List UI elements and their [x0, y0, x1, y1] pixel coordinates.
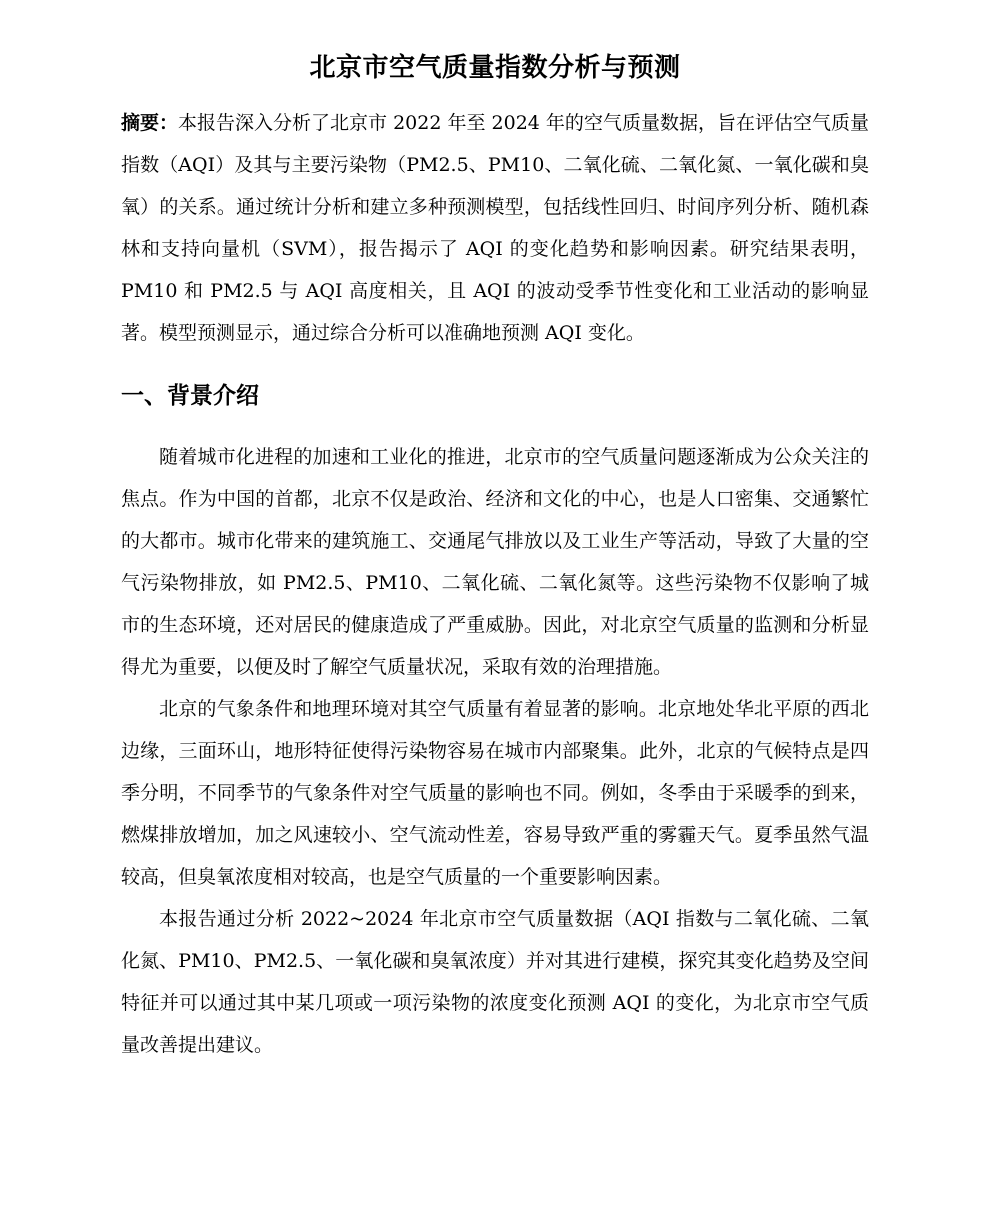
body-paragraph-2: 北京的气象条件和地理环境对其空气质量有着显著的影响。北京地处华北平原的西北边缘，三面环山，地形特征使得污染物容易在城市内部聚集。此外，北京的气候特点是四季分明，不同季节的气象条件对空气质量的影响也不同。例如，冬季由于采暖季的到来，燃煤排放增加，加之风速较小、空气流动性差，容易导致严重的雾霾天气。夏季虽然气温较高，但臭氧浓度相对较高，也是空气质量的一个重要影响因素。 [121, 698, 869, 888]
section-background [121, 368, 869, 1066]
section-heading: 一、背景介绍 [121, 383, 259, 409]
abstract-paragraph [121, 102, 869, 354]
abstract-label: 摘要： [121, 112, 179, 134]
body-paragraph-1: 随着城市化进程的加速和工业化的推进，北京市的空气质量问题逐渐成为公众关注的焦点。作为中国的首都，北京不仅是政治、经济和文化的中心，也是人口密集、交通繁忙的大都市。城市化带来的建筑施工、交通尾气排放以及工业生产等活动，导致了大量的空气污染物排放，如 PM2.5、PM10、二氧化硫、二氧化氮等。这些污染物不仅影响了城市的生态环境，还对居民的健康造成了严重威胁。因此，对北京空气质量的监测和分析显得尤为重要，以便及时了解空气质量状况，采取有效的治理措施。 [121, 446, 869, 678]
body-paragraph-3: 本报告通过分析 2022~2024 年北京市空气质量数据（AQI 指数与二氧化硫、二氧化氮、PM10、PM2.5、一氧化碳和臭氧浓度）并对其进行建模，探究其变化趋势及空间特征并可以通过其中某几项或一项污染物的浓度变化预测 AQI 的变化，为北京市空气质量改善提出建议。 [121, 908, 869, 1056]
document-page [121, 40, 869, 1066]
abstract-text: 本报告深入分析了北京市 2022 年至 2024 年的空气质量数据，旨在评估空气质量指数（AQI）及其与主要污染物（PM2.5、PM10、二氧化硫、二氧化氮、一氧化碳和臭氧）的关系。通过统计分析和建立多种预测模型，包括线性回归、时间序列分析、随机森林和支持向量机（SVM），报告揭示了 AQI 的变化趋势和影响因素。研究结果表明，PM10 和 PM2.5 与 AQI 高度相关，且 AQI 的波动受季节性变化和工业活动的影响显著。模型预测显示，通过综合分析可以准确地预测 AQI 变化。 [121, 112, 869, 344]
document-title: 北京市空气质量指数分析与预测 [309, 53, 681, 83]
